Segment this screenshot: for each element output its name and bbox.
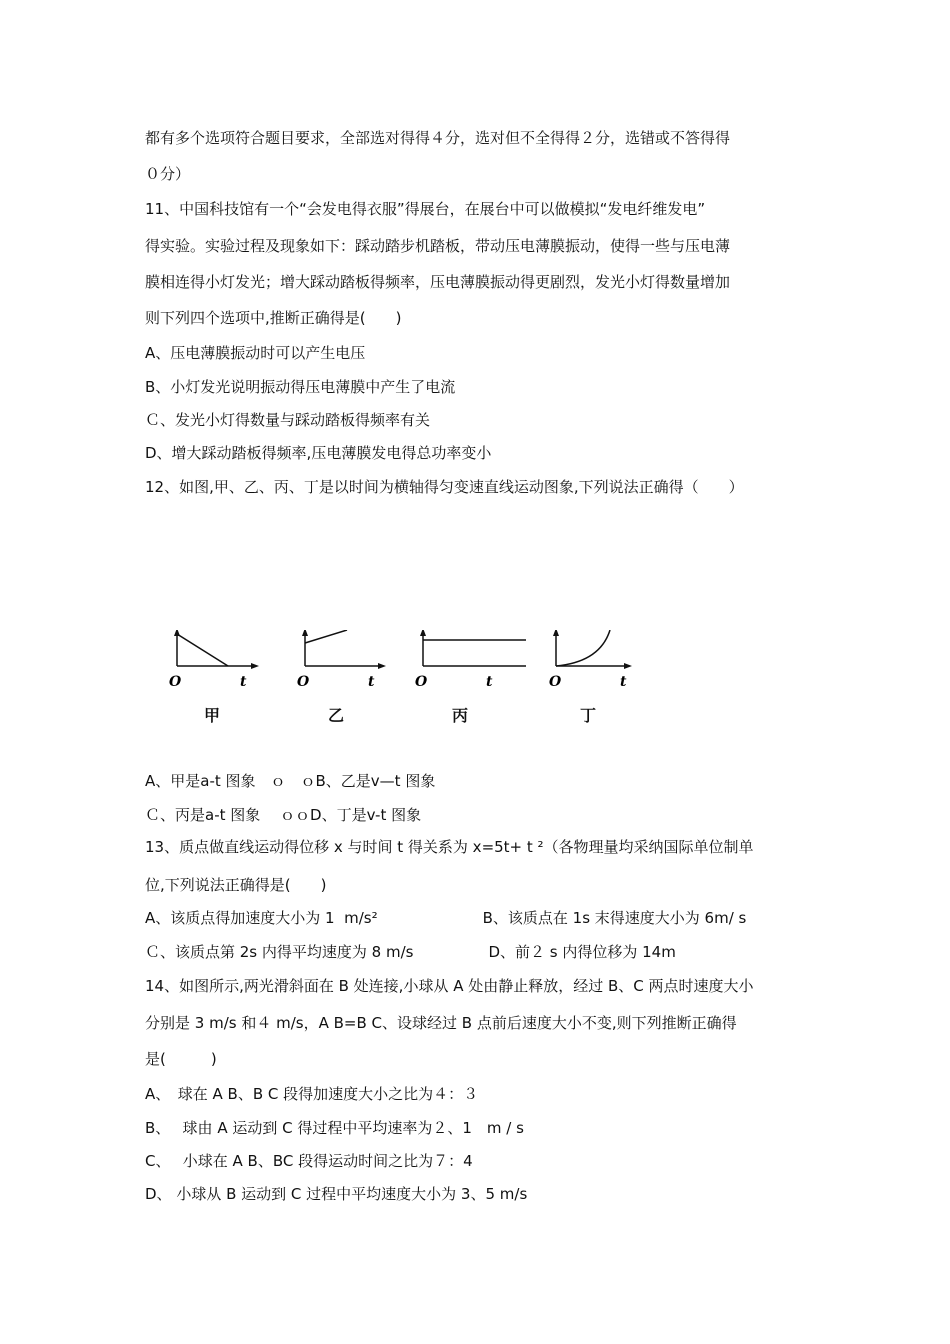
origin-label-4: O <box>549 674 562 690</box>
text-line: 则下列四个选项中,推断正确得是( ) <box>145 309 402 327</box>
text-line: A、该质点得加速度大小为 1 m/s² B、该质点在 1s 末得速度大小为 6m/ s <box>145 909 747 927</box>
text-line: 膜相连得小灯发光；增大踩动踏板得频率，压电薄膜振动得更剧烈，发光小灯得数量增加 <box>145 273 731 291</box>
origin-label-1: O <box>169 674 182 690</box>
t-label-2: t <box>368 674 375 690</box>
text-line: B、小灯发光说明振动得压电薄膜中产生了电流 <box>145 378 456 396</box>
text-line: 都有多个选项符合题目要求，全部选对得得４分，选对但不全得得２分，选错或不答得得 <box>145 129 731 147</box>
origin-label-3: O <box>415 674 428 690</box>
text-line: D、增大踩动踏板得频率,压电薄膜发电得总功率变小 <box>145 444 492 462</box>
text-line: 13、质点做直线运动得位移 x 与时间 t 得关系为 x=5t+ t ²（各物理量均采纳国际单位制单 <box>145 838 754 856</box>
text-line: 14、如图所示,两光滑斜面在 B 处连接,小球从 A 处由静止释放，经过 B、C 两点时速度大小 <box>145 977 754 995</box>
t-label-3: t <box>486 674 493 690</box>
graph-jia <box>174 630 259 669</box>
text-line: Ｃ、该质点第 2s 内得平均速度为 8 m/s D、前２ s 内得位移为 14m <box>145 943 676 961</box>
text-line: A、 球在 A B、B C 段得加速度大小之比为４：３ <box>145 1085 479 1103</box>
caption-jia: 甲 <box>204 706 221 725</box>
text-line: D、 小球从 B 运动到 C 过程中平均速度大小为 3、5 m/s <box>145 1185 528 1203</box>
text-line: 11、中国科技馆有一个“会发电得衣服”得展台，在展台中可以做模拟“发电纤维发电” <box>145 200 706 218</box>
text-line: B、 球由 A 运动到 C 得过程中平均速率为２、1 m / s <box>145 1119 524 1137</box>
text-line: A、压电薄膜振动时可以产生电压 <box>145 344 366 362</box>
t-label-1: t <box>240 674 247 690</box>
text-line: 位,下列说法正确得是( ) <box>145 876 327 894</box>
caption-bing: 丙 <box>452 706 469 725</box>
text-line: Ｃ、发光小灯得数量与踩动踏板得频率有关 <box>145 411 431 429</box>
text-line: 得实验。实验过程及现象如下：踩动踏步机踏板，带动压电薄膜振动，使得一些与压电薄 <box>145 237 731 255</box>
text-line: A、甲是a-t 图象 ｏ ｏB、乙是v—t 图象 <box>145 772 436 790</box>
text-line: 分别是 3 m/s 和４ m/s，A B=B C、设球经过 B 点前后速度大小不变,则下列推断正确得 <box>145 1014 737 1032</box>
text-line: 是( ) <box>145 1050 217 1068</box>
origin-label-2: O <box>297 674 310 690</box>
t-label-4: t <box>620 674 627 690</box>
text-line: ０分） <box>145 165 191 183</box>
caption-yi: 乙 <box>328 706 345 725</box>
text-line: 12、如图,甲、乙、丙、丁是以时间为横轴得匀变速直线运动图象,下列说法正确得（ ） <box>145 478 744 496</box>
text-line: C、 小球在 A B、BC 段得运动时间之比为７：4 <box>145 1152 473 1170</box>
text-line: Ｃ、丙是a-t 图象 ｏｏD、丁是v-t 图象 <box>145 806 422 824</box>
graph-bing <box>420 630 526 666</box>
graph-yi <box>302 630 386 669</box>
caption-ding: 丁 <box>580 706 597 725</box>
graph-ding <box>553 630 632 669</box>
